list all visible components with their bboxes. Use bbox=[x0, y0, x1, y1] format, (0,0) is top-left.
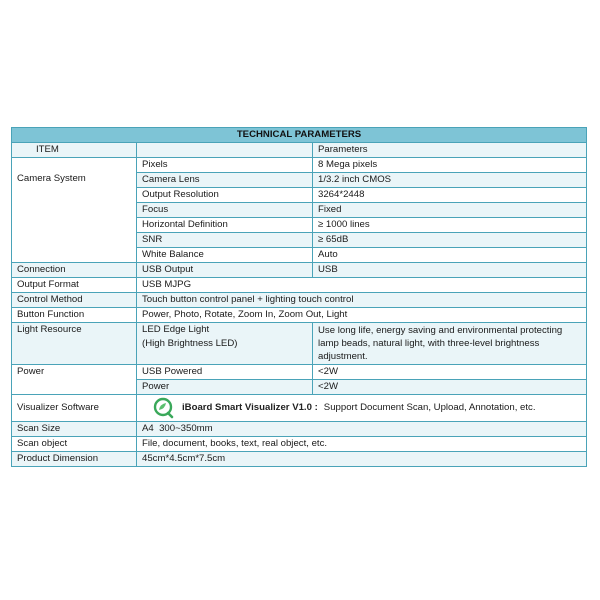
power-row-value: <2W bbox=[313, 380, 587, 395]
scan-object-value: File, document, books, text, real object, etc. bbox=[137, 437, 587, 452]
camera-row-value: ≥ 65dB bbox=[313, 233, 587, 248]
camera-row-value: 1/3.2 inch CMOS bbox=[313, 173, 587, 188]
control-method-label: Control Method bbox=[12, 293, 137, 308]
header-parameters: Parameters bbox=[313, 143, 587, 158]
camera-row-name: Pixels bbox=[137, 158, 313, 173]
power-row-name: Power bbox=[137, 380, 313, 395]
software-value bbox=[137, 395, 587, 422]
software-label: Visualizer Software bbox=[12, 395, 137, 422]
technical-parameters-table bbox=[11, 127, 587, 467]
camera-row-value: 3264*2448 bbox=[313, 188, 587, 203]
output-format-label: Output Format bbox=[12, 278, 137, 293]
header-item: ITEM bbox=[12, 143, 137, 158]
camera-row-value: Auto bbox=[313, 248, 587, 263]
control-method-value: Touch button control panel + lighting touch control bbox=[137, 293, 587, 308]
light-resource-label: Light Resource bbox=[12, 323, 137, 365]
camera-row-value: ≥ 1000 lines bbox=[313, 218, 587, 233]
camera-row-value: Fixed bbox=[313, 203, 587, 218]
software-name: iBoard Smart Visualizer V1.0 : bbox=[182, 402, 318, 413]
product-dimension-label: Product Dimension bbox=[12, 452, 137, 467]
power-row-name: USB Powered bbox=[137, 365, 313, 380]
output-format-value: USB MJPG bbox=[137, 278, 587, 293]
camera-row-name: SNR bbox=[137, 233, 313, 248]
scan-size-label: Scan Size bbox=[12, 422, 137, 437]
iboard-logo-icon bbox=[152, 397, 174, 419]
camera-row-value: 8 Mega pixels bbox=[313, 158, 587, 173]
light-resource-name: LED Edge Light (High Brightness LED) bbox=[137, 323, 313, 365]
camera-row-name: Horizontal Definition bbox=[137, 218, 313, 233]
power-row-value: <2W bbox=[313, 365, 587, 380]
connection-label: Connection bbox=[12, 263, 137, 278]
product-dimension-value: 45cm*4.5cm*7.5cm bbox=[137, 452, 587, 467]
power-label: Power bbox=[12, 365, 137, 395]
camera-row-name: White Balance bbox=[137, 248, 313, 263]
scan-object-label: Scan object bbox=[12, 437, 137, 452]
connection-value: USB bbox=[313, 263, 587, 278]
camera-system-label: Camera System bbox=[12, 158, 137, 263]
scan-size-value: A4 300~350mm bbox=[137, 422, 587, 437]
light-resource-value: Use long life, energy saving and environmental protecting lamp beads, natural light, with three-level brightness adjustment. bbox=[313, 323, 587, 365]
button-function-label: Button Function bbox=[12, 308, 137, 323]
button-function-value: Power, Photo, Rotate, Zoom In, Zoom Out, Light bbox=[137, 308, 587, 323]
camera-row-name: Focus bbox=[137, 203, 313, 218]
camera-row-name: Output Resolution bbox=[137, 188, 313, 203]
table-title: TECHNICAL PARAMETERS bbox=[12, 128, 587, 143]
camera-row-name: Camera Lens bbox=[137, 173, 313, 188]
connection-name: USB Output bbox=[137, 263, 313, 278]
header-row bbox=[12, 143, 587, 158]
software-desc: Support Document Scan, Upload, Annotation, etc. bbox=[323, 402, 536, 413]
